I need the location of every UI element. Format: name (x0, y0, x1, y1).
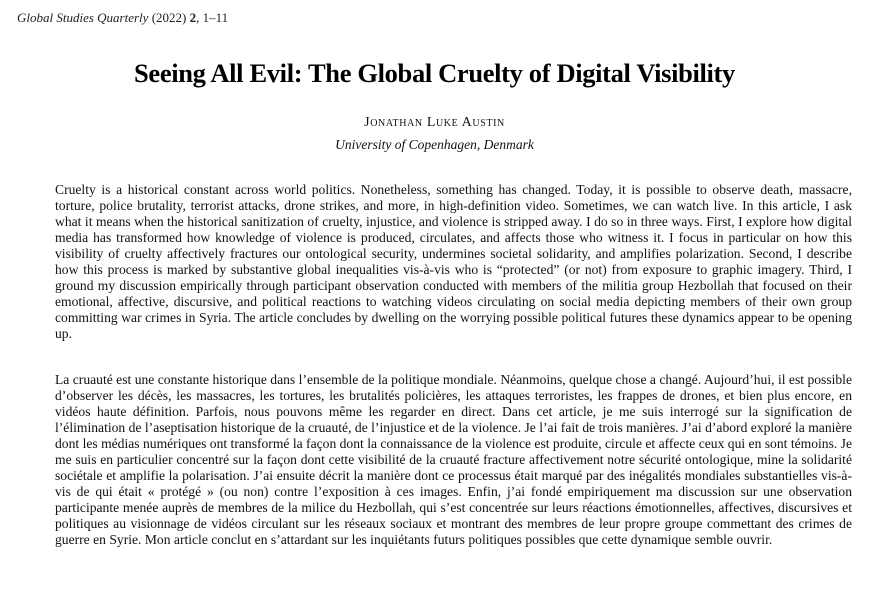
journal-pages: , 1–11 (196, 10, 229, 25)
journal-volume: 2 (189, 10, 197, 25)
author-name: Jonathan Luke Austin (364, 115, 505, 130)
journal-name: Global Studies Quarterly (17, 10, 149, 25)
author-affiliation: University of Copenhagen, Denmark (335, 137, 534, 152)
journal-year: (2022) (151, 10, 187, 25)
journal-citation (17, 10, 228, 26)
abstract-french: La cruauté est une constante historique dans l’ensemble de la politique mondiale. Néanmoins, quelque chose a changé. Aujourd’hui, il est possible d’observer les décès, les massacres, les tortures, les brutalités policières, les attaques terroristes, les frappes de drones, et bien plus encore, en vidéos haute définition. Parfois, nous pouvons même les regarder en direct. Dans cet article, je me suis interrogé sur la signification de l’élimination de l’aseptisation historique de la cruauté, de l’injustice et de la violence. Je l’ai fait de trois manières. J’ai d’abord exploré la manière dont les médias numériques ont transformé la façon dont la connaissance de la violence est produite, circule et affecte ceux qui en sont témoins. Je me suis en particulier concentré sur la façon dont cette visibilité de la cruauté fracture affectivement notre sécurité ontologique, mine la solidarité sociétale et amplifie la polarisation. J’ai ensuite décrit la manière dont ce processus était marqué par des inégalités mondiales substantielles vis-à-vis de qui était « protégé » (ou non) contre l’exposition à ces images. Enfin, j’ai fondé empiriquement ma discussion sur une observation participante menée auprès de membres de la milice du Hezbollah, qui s’est concentrée sur leurs réactions émotionnelles, affectives, discursives et politiques au visionnage de vidéos circulant sur les réseaux sociaux et montrant des membres de leur propre groupe commettant des crimes de guerre en Syrie. Mon article conclut en s’attardant sur les inquiétants futurs politiques possibles que cette dynamique semble ouvrir. (55, 372, 852, 548)
abstract-english: Cruelty is a historical constant across world politics. Nonetheless, something has changed. Today, it is possible to observe death, massacre, torture, police brutality, terrorist attacks, drone strikes, and more, in high-definition video. Sometimes, we can watch live. In this article, I ask what it means when the historical sanitization of cruelty, injustice, and violence is stripped away. I do so in three ways. First, I explore how digital media has transformed how knowledge of violence is produced, circulates, and affects those who witness it. I focus in particular on how this visibility of cruelty affectively fractures our ontological security, undermines societal solidarity, and amplifies polarization. Second, I describe how this process is marked by substantive global inequalities vis-à-vis who is “protected” (or not) from exposure to graphic imagery. Third, I ground my discussion empirically through participant observation conducted with members of the militia group Hezbollah that focused on their emotional, affective, discursive, and political reactions to watching videos circulating on social media depicting members of their own group committing war crimes in Syria. The article concludes by dwelling on the worrying possible political futures these dynamics appear to be opening up. (55, 182, 852, 342)
article-title: Seeing All Evil: The Global Cruelty of Digital Visibility (134, 58, 735, 88)
